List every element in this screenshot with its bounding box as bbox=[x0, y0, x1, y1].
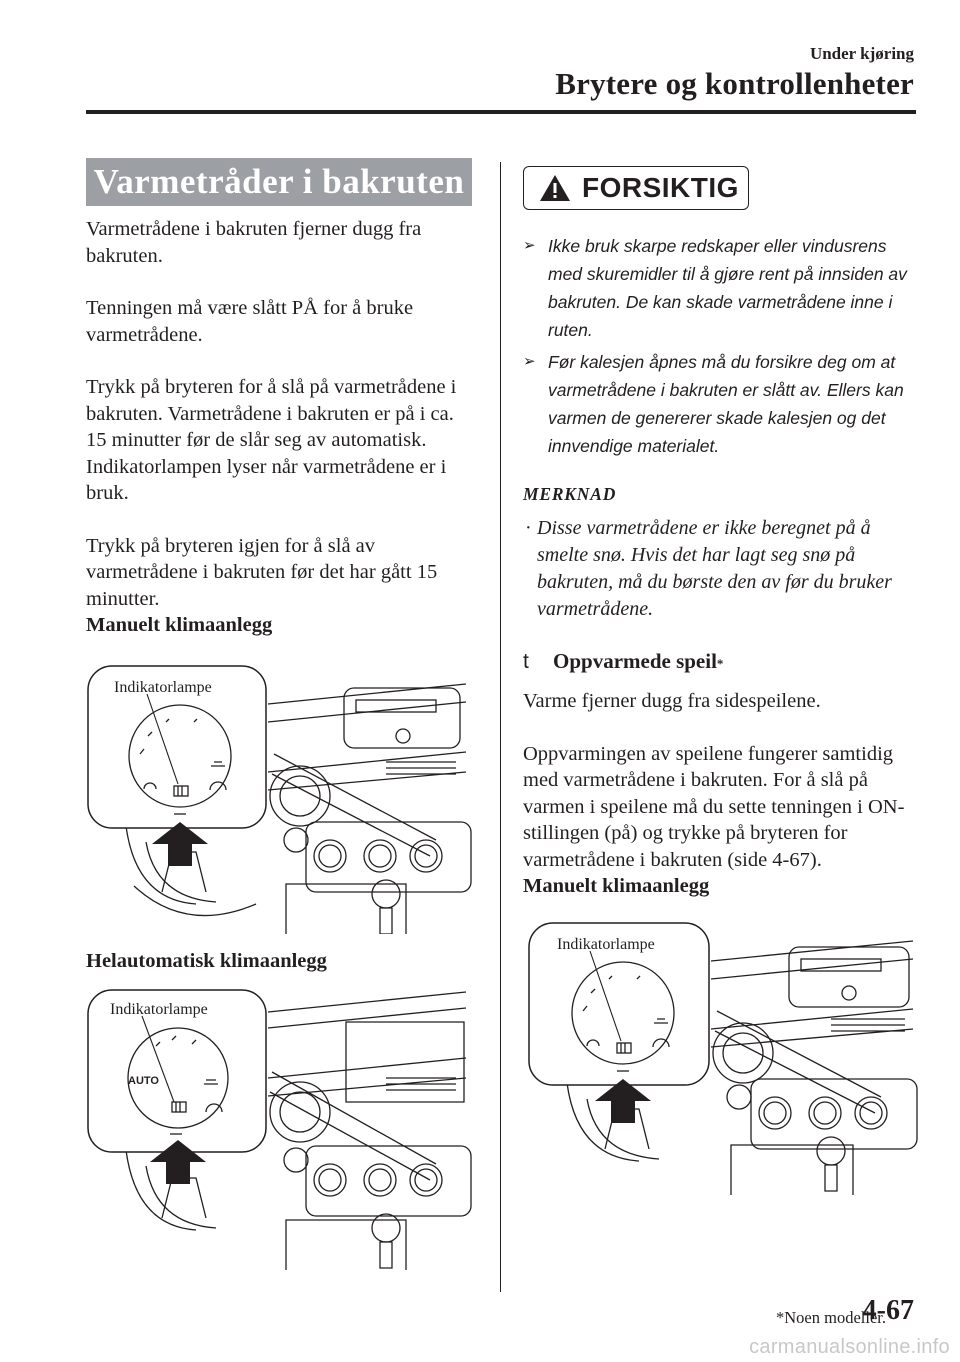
paragraph: Trykk på bryteren for å slå på varmetrådene i bakruten. Varmetrådene i bakruten er på i ca. 15 minutter før de slår seg av automatisk. bbox=[86, 376, 457, 451]
left-column bbox=[86, 158, 472, 1270]
page-number: 4-67 bbox=[862, 1295, 914, 1326]
note-list bbox=[523, 515, 923, 623]
caution-item bbox=[523, 232, 923, 344]
paragraph: Tenningen må være slått PÅ for å bruke varmetrådene. bbox=[86, 297, 414, 346]
paragraph: Indikatorlampen lyser når varmetrådene er i bruk. bbox=[86, 455, 447, 504]
indicator-callout: Indikatorlampe bbox=[114, 679, 212, 696]
footnote: *Noen modeller. bbox=[776, 1308, 886, 1327]
paragraph: Oppvarmingen av speilene fungerer samtidig med varmetrådene i bakruten. For å slå på varmen i speilene må du sette tenningen i ON-stillingen (på) og trykke på bryteren for varmetrådene i bakruten (side 4-67). bbox=[523, 742, 905, 871]
figure-heading: Helautomatisk klimaanlegg bbox=[86, 950, 327, 972]
figure-mirror-manual-climate bbox=[527, 905, 923, 1195]
arrow-bullet-icon: ➢ bbox=[523, 353, 536, 370]
paragraph: Trykk på bryteren igjen for å slå av varmetrådene i bakruten før det har gått 15 minutter. bbox=[86, 534, 438, 610]
column-divider bbox=[500, 162, 501, 1292]
caution-text: Før kalesjen åpnes må du forsikre deg om at varmetrådene i bakruten er slått av. Ellers kan varmen de genererer skade kalesjen og det innvendige materialet. bbox=[548, 352, 904, 456]
arrow-bullet-icon: ➢ bbox=[523, 237, 536, 254]
watermark: carmanualsonline.info bbox=[749, 1336, 950, 1358]
indicator-callout: Indikatorlampe bbox=[557, 936, 655, 953]
note-item bbox=[523, 515, 923, 623]
note-heading: MERKNAD bbox=[523, 484, 617, 504]
dot-bullet-icon: · bbox=[525, 517, 532, 539]
paragraph: Varmetrådene i bakruten fjerner dugg fra bakruten. bbox=[86, 218, 422, 267]
caution-list bbox=[523, 232, 923, 460]
header-rule bbox=[86, 110, 916, 114]
caution-label: FORSIKTIG bbox=[582, 172, 739, 203]
figure-auto-climate bbox=[86, 980, 472, 1270]
auto-label: AUTO bbox=[128, 1075, 159, 1087]
figure-heading: Manuelt klimaanlegg bbox=[86, 614, 273, 636]
figure-manual-climate bbox=[86, 644, 472, 934]
paragraph: Varme fjerner dugg fra sidespeilene. bbox=[523, 690, 821, 712]
caution-text: Ikke bruk skarpe redskaper eller vindusrens med skuremidler til å gjøre rent på innsiden av bakruten. De kan skade varmetrådene inne i ruten. bbox=[548, 236, 907, 340]
page-title: Brytere og kontrollenheter bbox=[555, 66, 914, 101]
section-title: Varmetråder i bakruten bbox=[86, 158, 472, 206]
figure-heading: Manuelt klimaanlegg bbox=[523, 875, 710, 897]
asterisk-marker: * bbox=[716, 656, 724, 671]
subsection-marker: t bbox=[523, 650, 529, 673]
indicator-callout: Indikatorlampe bbox=[110, 1001, 208, 1018]
chapter-label: Under kjøring bbox=[809, 44, 914, 63]
subsection-title: Oppvarmede speil bbox=[553, 649, 717, 673]
caution-box bbox=[523, 166, 749, 210]
note-text: Disse varmetrådene er ikke beregnet på å smelte snø. Hvis det har lagt seg snø på bakruten, må du børste den av før du bruker varmetrådene. bbox=[537, 517, 892, 620]
right-column bbox=[523, 166, 923, 1195]
subsection-heading bbox=[523, 649, 923, 674]
warning-triangle-icon bbox=[538, 173, 572, 203]
caution-item bbox=[523, 348, 923, 460]
